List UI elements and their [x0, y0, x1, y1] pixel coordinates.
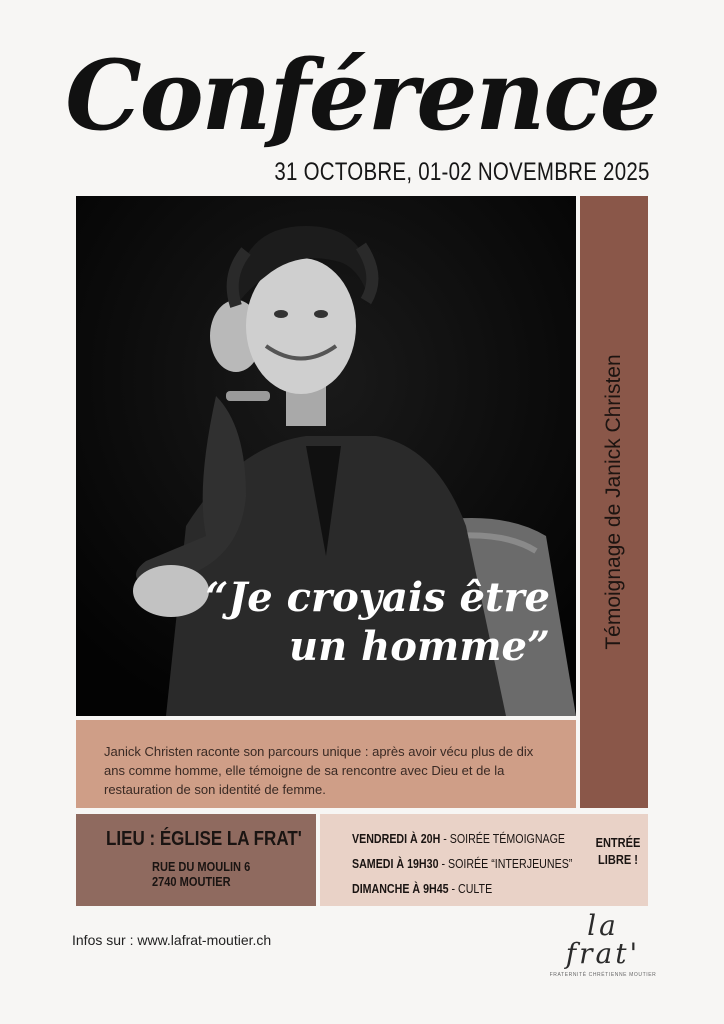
schedule-day: DIMANCHE À 9H45 [352, 881, 449, 896]
la-frat-logo [548, 909, 658, 978]
event-dates: 31 OCTOBRE, 01-02 NOVEMBRE 2025 [274, 158, 650, 186]
entry-badge [593, 834, 644, 868]
entry-line-1: ENTRÉE [595, 835, 641, 850]
hero-quote [205, 574, 550, 672]
entry-line-2: LIBRE ! [598, 852, 638, 867]
location-title: LIEU : ÉGLISE LA FRAT' [106, 828, 302, 850]
schedule-row [352, 876, 595, 901]
schedule-box [320, 814, 648, 906]
description-box: Janick Christen raconte son parcours unique : après avoir vécu plus de dix ans comme homme, elle témoigne de sa rencontre avec Dieu et de la restauration de son identité de femme. [76, 720, 576, 808]
side-panel-text: Témoignage de Janick Christen [602, 354, 625, 650]
schedule-row [352, 826, 595, 851]
info-link: Infos sur : www.lafrat-moutier.ch [72, 932, 272, 948]
location-box [76, 814, 316, 906]
schedule-day: SAMEDI À 19H30 [352, 856, 439, 871]
quote-line-2: un homme” [289, 622, 550, 670]
side-panel [580, 196, 648, 808]
address-line-1: RUE DU MOULIN 6 [152, 859, 251, 874]
schedule-event: - SOIRÉE “INTERJEUNES” [438, 856, 573, 871]
schedule-day: VENDREDI À 20H [352, 831, 441, 846]
quote-line-1: “Je croyais être [205, 574, 550, 621]
page-title: Conférence [65, 39, 659, 152]
schedule-event: - SOIRÉE TÉMOIGNAGE [440, 831, 566, 846]
location-address [152, 859, 291, 889]
address-line-2: 2740 MOUTIER [152, 874, 231, 889]
speaker-photo [76, 196, 576, 716]
schedule-event: - CULTE [448, 881, 493, 896]
logo-text: la frat' [565, 909, 641, 970]
schedule-row [352, 851, 595, 876]
logo-subtitle: FRATERNITÉ CHRÉTIENNE MOUTIER [549, 972, 657, 978]
